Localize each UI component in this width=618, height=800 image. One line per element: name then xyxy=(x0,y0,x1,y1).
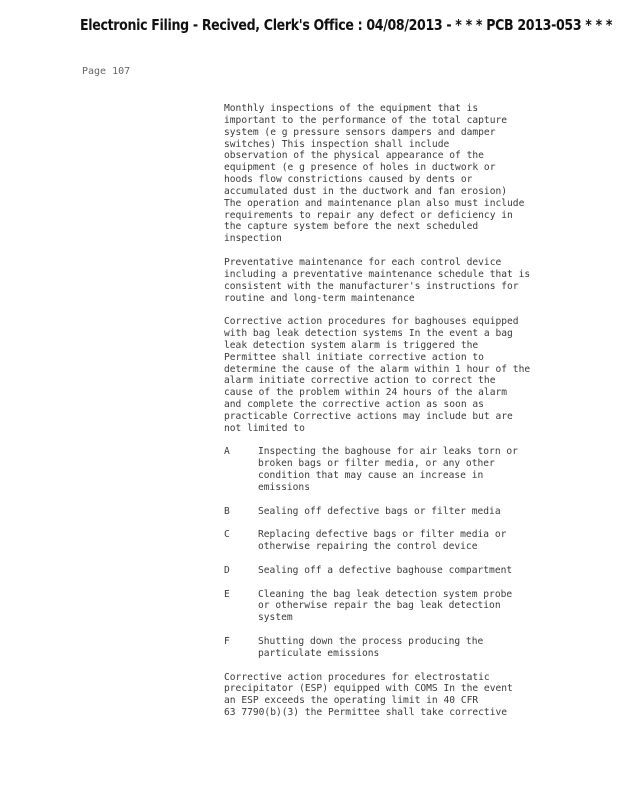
list-item xyxy=(224,506,564,518)
list-text: Sealing off defective bags or filter media xyxy=(258,505,501,517)
page-number: Page 107 xyxy=(82,66,131,77)
list-letter: E xyxy=(224,588,230,600)
list-letter: C xyxy=(224,529,230,541)
paragraph-preventative-maintenance: Preventative maintenance for each control device including a preventative maintenance schedule that is consistent with the manufacturer's instructions for routine and long-term maintenance xyxy=(224,256,531,304)
list-text: Shutting down the process producing the particulate emissions xyxy=(258,635,484,659)
paragraph-monthly-inspections: Monthly inspections of the equipment that is important to the performance of the total capture system (e g pressure sensors dampers and damper switches) This inspection shall include observation of the physical appearance of the equipment (e g presence of holes in ductwork or hoods flow constrictions caused by dents or accumulated dust in the ductwork and fan erosion) The operation and maintenance plan also must include requirements to repair any defect or deficiency in the capture system before the next scheduled inspection xyxy=(224,103,525,245)
list-item xyxy=(224,589,564,625)
list-letter: A xyxy=(224,446,230,458)
list-text: Cleaning the bag leak detection system probe or otherwise repair the bag leak detection system xyxy=(258,588,513,624)
document-body xyxy=(224,103,564,731)
list-text: Replacing defective bags or filter media or otherwise repairing the control device xyxy=(258,529,507,553)
list-item xyxy=(224,446,564,493)
list-letter: F xyxy=(224,635,230,647)
list-letter: D xyxy=(224,564,230,576)
list-text: Sealing off a defective baghouse compartment xyxy=(258,564,513,576)
paragraph-corrective-esp: Corrective action procedures for electrostatic precipitator (ESP) equipped with COMS In the event an ESP exceeds the operating limit in 40 CFR 63 7790(b)(3) the Permittee shall take corrective xyxy=(224,671,513,719)
list-letter: B xyxy=(224,505,230,517)
list-item xyxy=(224,529,564,553)
filing-header: Electronic Filing - Recived, Clerk's Office : 04/08/2013 - * * * PCB 2013-053 * * * xyxy=(80,16,613,34)
list-item xyxy=(224,565,564,577)
list-item xyxy=(224,636,564,660)
list-text: Inspecting the baghouse for air leaks torn or broken bags or filter media, or any other condition that may cause an increase in emissions xyxy=(258,446,518,493)
paragraph-corrective-baghouse: Corrective action procedures for baghouses equipped with bag leak detection systems In the event a bag leak detection system alarm is triggered the Permittee shall initiate corrective action to determine the cause of the alarm within 1 hour of the alarm initiate corrective action to correct the cause of the problem within 24 hours of the alarm and complete the corrective action as soon as practicable Corrective actions may include but are not limited to xyxy=(224,316,531,434)
